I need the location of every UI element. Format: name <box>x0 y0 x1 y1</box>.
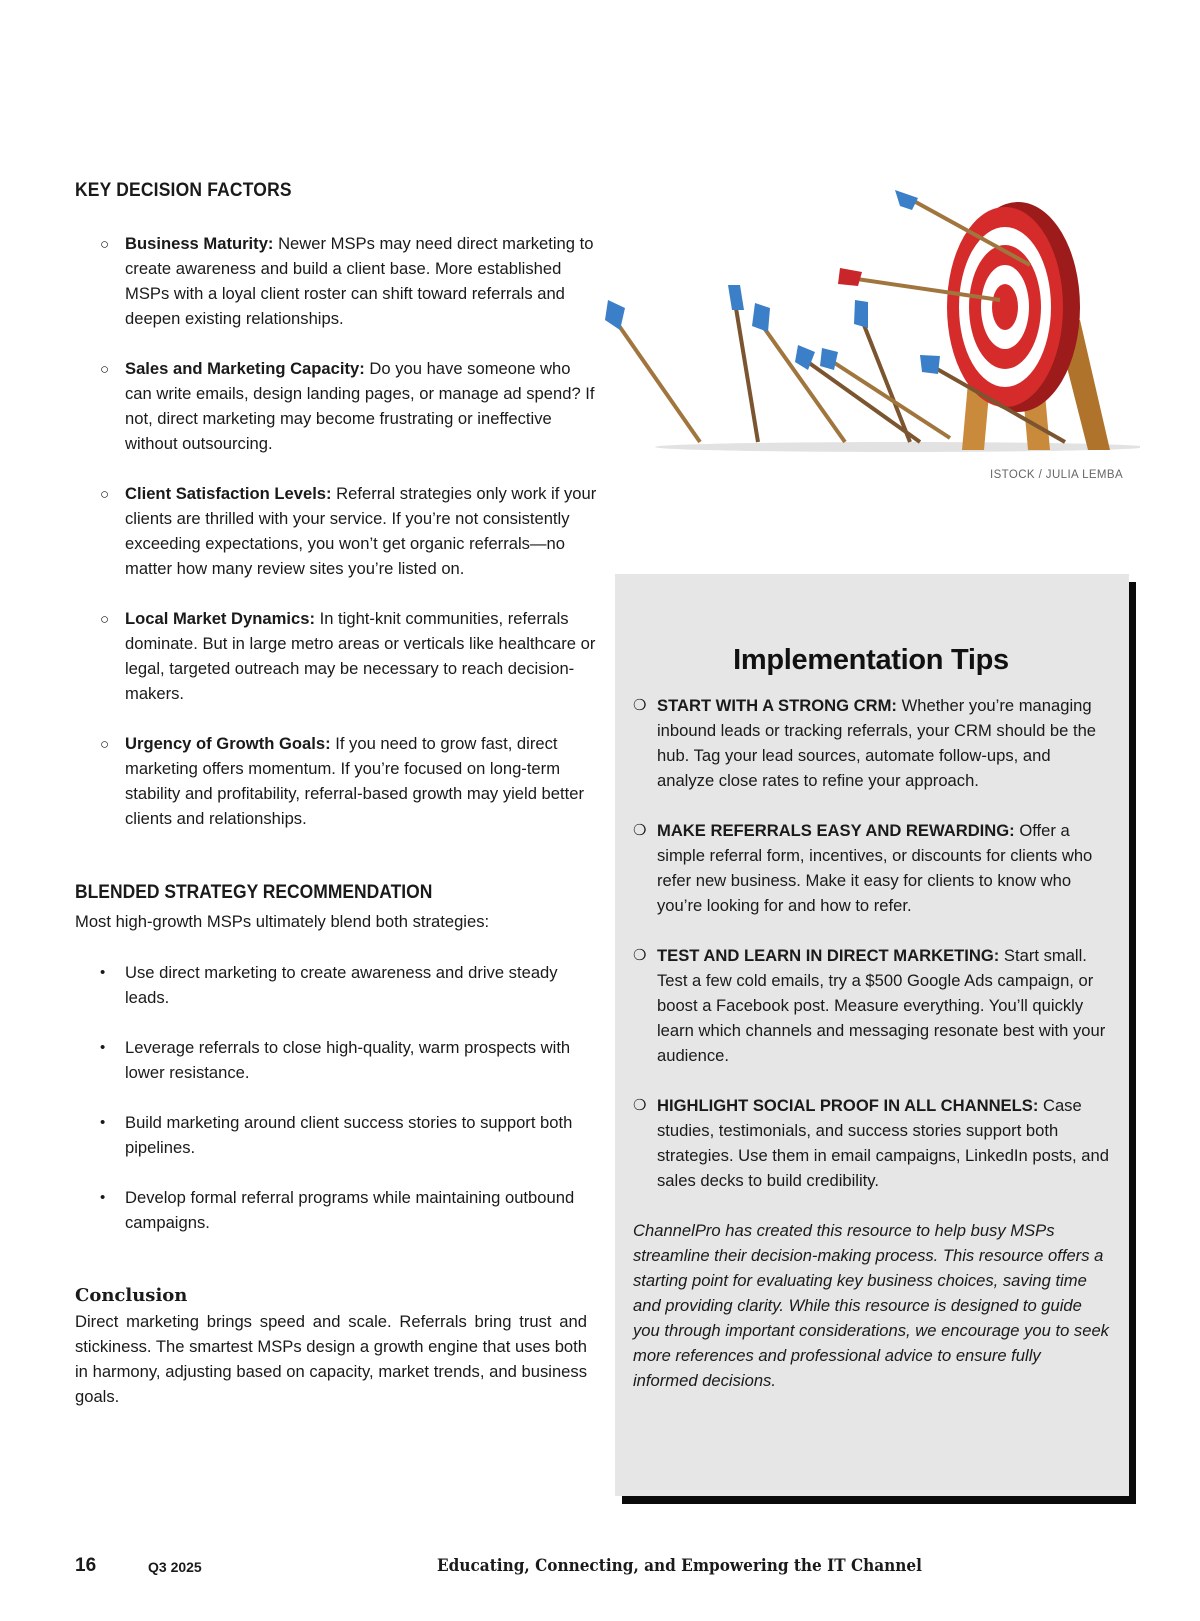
target-with-arrows-illustration <box>600 180 1140 460</box>
arrow-fletching <box>605 300 625 330</box>
list-item <box>100 1035 580 1085</box>
arrow-fletching <box>728 285 744 310</box>
list-item <box>100 481 600 581</box>
arrow-fletching <box>752 303 770 332</box>
list-item-text: Use direct marketing to create awareness and drive steady leads. <box>125 963 558 1007</box>
conclusion-heading: Conclusion <box>75 1285 188 1306</box>
list-item <box>633 818 1109 918</box>
factor-text: In tight-knit communities, referrals dominate. But in large metro areas or verticals like healthcare or legal, targeted outreach may be necessary to reach decision-makers. <box>125 609 596 703</box>
tips-disclaimer: ChannelPro has created this resource to help busy MSPs streamline their decision-making process. This resource offers a starting point for evaluating key business choices, saving time and providing clarity. While this resource is designed to guide you through important considerations, we encourage you to seek more references and professional advice to ensure fully informed decisions. <box>633 1221 1109 1390</box>
circle-bullet-icon: ○ <box>100 361 110 378</box>
bullet-icon: • <box>100 1189 106 1206</box>
list-item <box>633 1093 1109 1193</box>
half-circle-bullet-icon: ❍ <box>633 697 647 714</box>
half-circle-bullet-icon: ❍ <box>633 1097 647 1114</box>
list-item <box>100 606 600 706</box>
tip-label: TEST AND LEARN IN DIRECT MARKETING: <box>657 946 1000 965</box>
tip-text: Case studies, testimonials, and success stories support both strategies. Use them in email campaigns, LinkedIn posts, and sales decks to build credibility. <box>657 1096 1109 1190</box>
bullet-icon: • <box>100 1114 106 1131</box>
factor-label: Business Maturity: <box>125 234 274 253</box>
factor-label: Client Satisfaction Levels: <box>125 484 332 503</box>
list-item-text: Develop formal referral programs while maintaining outbound campaigns. <box>125 1188 575 1232</box>
key-factors-heading: KEY DECISION FACTORS <box>75 180 292 201</box>
factor-text: Do you have someone who can write emails, design landing pages, or manage ad spend? If not, direct marketing may become frustrating or ineffective without outsourcing. <box>125 359 595 453</box>
factor-text: Referral strategies only work if your clients are thrilled with your service. If you’re not consistently exceeding expectations, you won’t get organic referrals—no matter how many review sites you’re listed on. <box>125 484 597 578</box>
list-item-text: Build marketing around client success stories to support both pipelines. <box>125 1113 573 1157</box>
arrow-fletching <box>820 348 838 370</box>
page-number: 16 <box>75 1555 97 1576</box>
arrow-shaft <box>615 320 700 442</box>
blended-strategy-list <box>100 960 580 1260</box>
factor-label: Local Market Dynamics: <box>125 609 315 628</box>
half-circle-bullet-icon: ❍ <box>633 822 647 839</box>
arrow-fletching <box>920 355 940 374</box>
tip-label: START WITH A STRONG CRM: <box>657 696 897 715</box>
arrow-fletching <box>895 190 918 210</box>
list-item <box>633 693 1109 793</box>
arrow-shaft <box>762 325 845 442</box>
photo-credit: ISTOCK / JULIA LEMBA <box>990 469 1124 481</box>
bullet-icon: • <box>100 1039 106 1056</box>
tip-text: Offer a simple referral form, incentives, or discounts for clients who refer new business. Make it easy for clients to know who you’re looking for and how to refer. <box>657 821 1093 915</box>
blended-strategy-intro: Most high-growth MSPs ultimately blend both strategies: <box>75 912 490 931</box>
tip-label: HIGHLIGHT SOCIAL PROOF IN ALL CHANNELS: <box>657 1096 1039 1115</box>
arrow-shaft <box>862 320 910 442</box>
circle-bullet-icon: ○ <box>100 236 110 253</box>
list-item <box>100 1110 580 1160</box>
arrow-shaft <box>805 360 920 442</box>
list-item <box>100 356 600 456</box>
factor-text: Newer MSPs may need direct marketing to create awareness and build a client base. More established MSPs with a loyal client roster can shift toward referrals and deepen existing relationships. <box>125 234 594 328</box>
list-item-text: Leverage referrals to close high-quality, warm prospects with lower resistance. <box>125 1038 571 1082</box>
circle-bullet-icon: ○ <box>100 611 110 628</box>
conclusion-body: Direct marketing brings speed and scale. Referrals bring trust and stickiness. The smartest MSPs design a growth engine that uses both in harmony, adjusting based on capacity, market trends, and business goals. <box>75 1312 587 1406</box>
target-bullseye <box>992 284 1018 330</box>
list-item <box>100 731 600 831</box>
arrow-fletching <box>854 300 868 328</box>
tip-text: Start small. Test a few cold emails, try a $500 Google Ads campaign, or boost a Facebook post. Measure everything. You’ll quickly learn which channels and messaging resonate best with your audience. <box>657 946 1106 1065</box>
key-factors-list <box>100 231 600 856</box>
bullet-icon: • <box>100 964 106 981</box>
list-item <box>633 943 1109 1068</box>
list-item <box>100 231 600 331</box>
implementation-tips-box <box>615 574 1129 1496</box>
factor-label: Sales and Marketing Capacity: <box>125 359 365 378</box>
factor-text: If you need to grow fast, direct marketing offers momentum. If you’re focused on long-term stability and profitability, referral-based growth may yield better clients and relationships. <box>125 734 584 828</box>
circle-bullet-icon: ○ <box>100 736 110 753</box>
tips-title: Implementation Tips <box>733 644 1009 676</box>
ground-shadow <box>655 442 1140 452</box>
blended-strategy-heading: BLENDED STRATEGY RECOMMENDATION <box>75 882 433 903</box>
issue-label: Q3 2025 <box>148 1559 202 1575</box>
arrow-fletching <box>838 268 862 286</box>
footer-tagline: Educating, Connecting, and Empowering the IT Channel <box>437 1556 922 1576</box>
list-item <box>100 1185 580 1235</box>
factor-label: Urgency of Growth Goals: <box>125 734 331 753</box>
circle-bullet-icon: ○ <box>100 486 110 503</box>
tip-text: Whether you’re managing inbound leads or tracking referrals, your CRM should be the hub. Tag your lead sources, automate follow-ups, and analyze close rates to refine your approach. <box>657 696 1097 790</box>
half-circle-bullet-icon: ❍ <box>633 947 647 964</box>
list-item <box>100 960 580 1010</box>
tip-label: MAKE REFERRALS EASY AND REWARDING: <box>657 821 1015 840</box>
